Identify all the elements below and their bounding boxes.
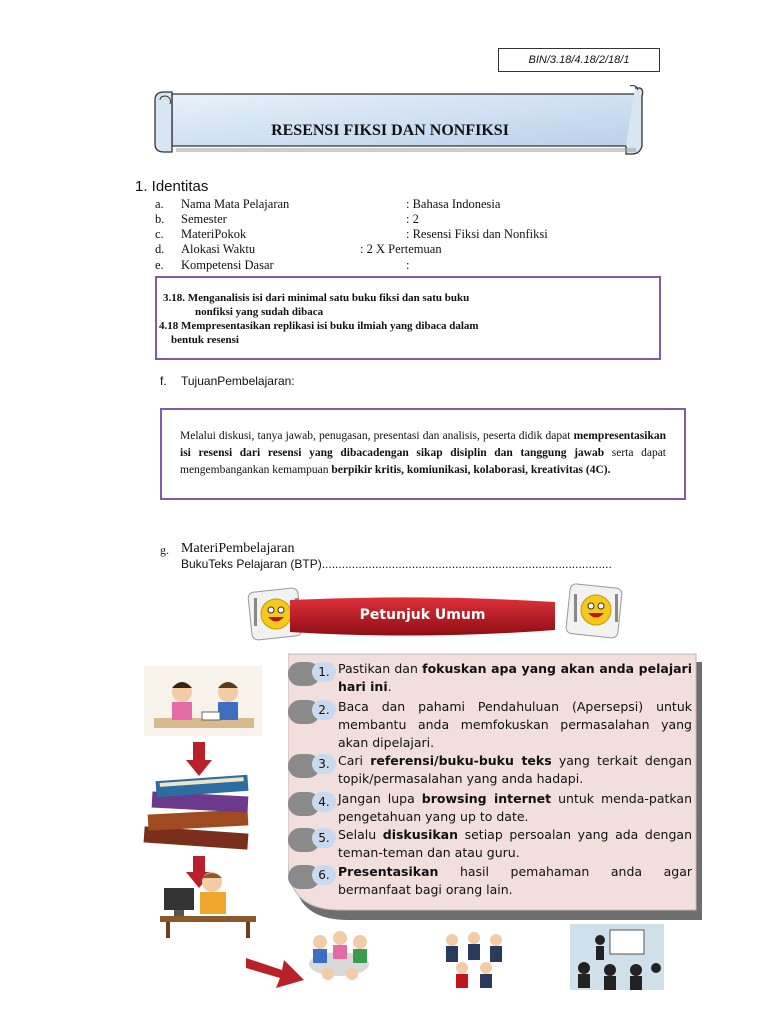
team-icon <box>438 928 510 990</box>
document-code: BIN/3.18/4.18/2/18/1 <box>498 48 660 72</box>
presentation-icon <box>570 924 664 990</box>
step-badge: 4. <box>312 792 336 812</box>
step-badge: 1. <box>312 662 336 682</box>
kompetensi-dasar-box <box>155 276 661 360</box>
materi-source: BukuTeks Pelajaran (BTP)....................................................................................... <box>181 557 612 571</box>
step-badge: 5. <box>312 828 336 848</box>
arrow-down-icon <box>186 742 212 776</box>
smiley-icon <box>564 580 626 640</box>
step-badge: 2. <box>312 700 336 720</box>
arrow-right-icon <box>246 940 306 990</box>
students-icon <box>144 666 262 736</box>
kd-text: 4.18 Mempresentasikan replikasi isi buku ilmiah yang dibaca dalam <box>159 320 479 332</box>
meeting-icon <box>300 924 378 988</box>
kd-text: 3.18. Menganalisis isi dari minimal satu buku fiksi dan satu buku <box>163 292 470 304</box>
kd-text: bentuk resensi <box>171 334 239 346</box>
banner-title: Petunjuk Umum <box>359 607 486 623</box>
books-icon <box>140 772 260 852</box>
page-title: RESENSI FIKSI DAN NONFIKSI <box>271 122 509 139</box>
step-badge: 3. <box>312 754 336 774</box>
computer-icon <box>160 868 256 938</box>
section-heading: 1. Identitas <box>135 178 209 195</box>
step-badge: 6. <box>312 865 336 885</box>
tujuan-text: Melalui diskusi, tanya jawab, penugasan, presentasi dan analisis, peserta didik dapat mempresentasikan isi resensi dari resensi yang dibacadengan sikap disiplin dan tanggung jawab serta dapat mengembangankan kemampuan berpikir kritis, komiunikasi, kolaborasi, kreativitas (4C). <box>180 430 666 476</box>
kd-text: nonfiksi yang sudah dibaca <box>195 306 324 318</box>
tujuan-box <box>160 408 686 500</box>
